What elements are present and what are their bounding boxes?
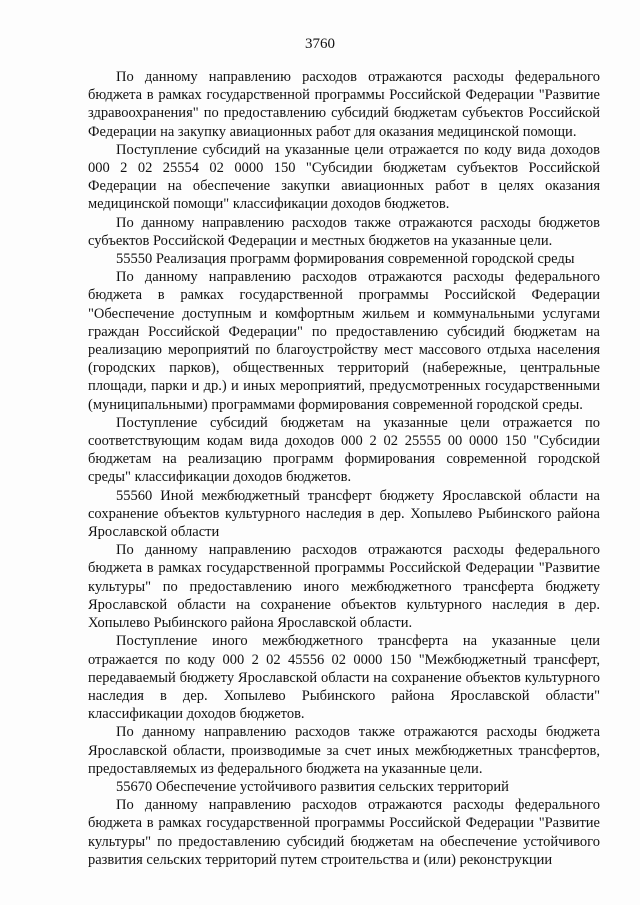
paragraph: Поступление иного межбюджетного трансферта на указанные цели отражается по коду 000 2 02 45556 02 0000 150 "Межбюджетный трансферт, передаваемый бюджету Ярославской области на сохранение объектов культурного наследия в дер. Хопылево Рыбинского района Ярославской области" классификации доходов бюджетов. bbox=[88, 633, 600, 723]
paragraph: Поступление субсидий на указанные цели отражается по коду вида доходов 000 2 02 25554 02 0000 150 "Субсидии бюджетам субъектов Российской Федерации на обеспечение закупки авиационных работ в целях оказания медицинской помощи" классификации доходов бюджетов. bbox=[88, 141, 600, 213]
document-body bbox=[88, 68, 600, 869]
page-number: 3760 bbox=[305, 36, 335, 52]
section-heading: 55550 Реализация программ формирования современной городской среды bbox=[116, 251, 575, 268]
paragraph: По данному направлению расходов отражаются расходы федерального бюджета в рамках государственной программы Российской Федерации "Развитие здравоохранения" по предоставлению субсидий бюджетам субъектов Российской Федерации на закупку авиационных работ для оказания медицинской помощи. bbox=[88, 69, 600, 140]
paragraph: По данному направлению расходов отражаются расходы федерального бюджета в рамках государственной программы Российской Федерации "Развитие культуры" по предоставлению субсидий бюджетам на обеспечение устойчивого развития сельских территорий путем строительства и (или) реконструкции bbox=[88, 797, 600, 868]
section-heading: 55560 Иной межбюджетный трансферт бюджету Ярославской области на сохранение объектов культурного наследия в дер. Хопылево Рыбинского района Ярославской области bbox=[88, 487, 600, 541]
paragraph: По данному направлению расходов отражаются расходы федерального бюджета в рамках государственной программы Российской Федерации "Развитие культуры" по предоставлению иного межбюджетного трансферта бюджету Ярославской области на сохранение объектов культурного наследия в дер. Хопылево Рыбинского района Ярославской области. bbox=[88, 542, 600, 632]
section-heading: 55670 Обеспечение устойчивого развития сельских территорий bbox=[116, 778, 509, 795]
paragraph: По данному направлению расходов отражаются расходы федерального бюджета в рамках государственной программы Российской Федерации "Обеспечение доступным и комфортным жильем и коммунальными услугами граждан Российской Федерации" по предоставлению субсидий бюджетам на реализацию мероприятий по благоустройству мест массового отдыха населения (городских парков), общественных территорий (набережные, центральные площади, парки и др.) и иных мероприятий, предусмотренных государственными (муниципальными) программами формирования современной городской среды. bbox=[88, 269, 600, 413]
paragraph: По данному направлению расходов также отражаются расходы бюджетов субъектов Российской Федерации и местных бюджетов на указанные цели. bbox=[88, 214, 600, 249]
paragraph: Поступление субсидий бюджетам на указанные цели отражается по соответствующим кодам вида доходов 000 2 02 25555 00 0000 150 "Субсидии бюджетам на реализацию программ формирования современной городской среды" классификации доходов бюджетов. bbox=[88, 414, 600, 486]
paragraph: По данному направлению расходов также отражаются расходы бюджета Ярославской области, производимые за счет иных межбюджетных трансфертов, предоставляемых из федерального бюджета на указанные цели. bbox=[88, 724, 600, 777]
